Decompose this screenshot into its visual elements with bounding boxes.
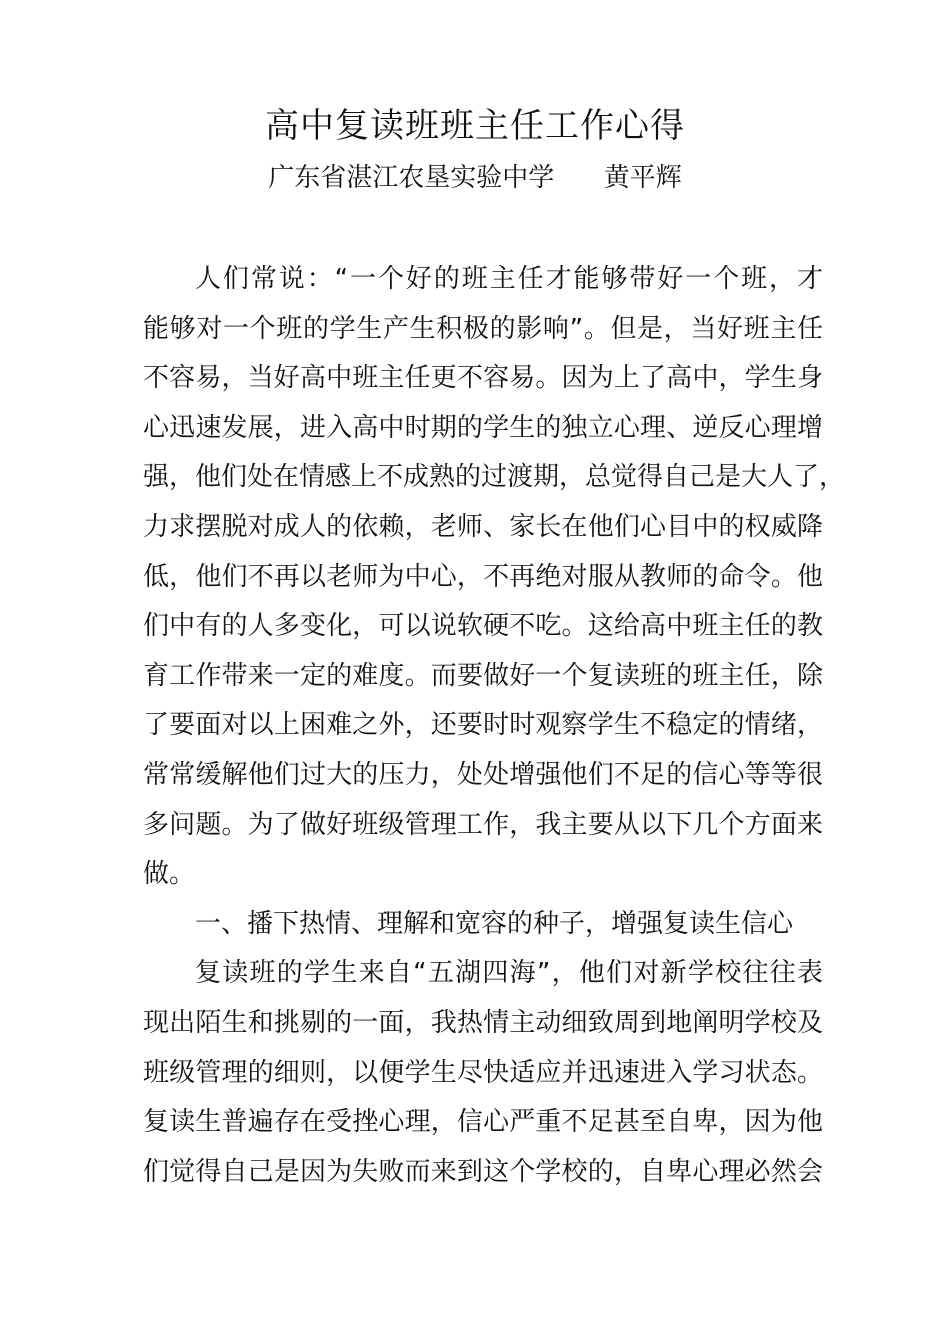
document-title: 高中复读班班主任工作心得: [265, 106, 685, 146]
body-line: 强，他们处在情感上不成熟的过渡期，总觉得自己是大人了，: [143, 462, 846, 493]
body-line: 多问题。为了做好班级管理工作，我主要从以下几个方面来: [143, 809, 823, 840]
body-line: 了要面对以上困难之外，还要时时观察学生不稳定的情绪，: [143, 710, 823, 741]
body-line: 班级管理的细则，以便学生尽快适应并迅速进入学习状态。: [143, 1057, 823, 1088]
body-line: 复读生普遍存在受挫心理，信心严重不足甚至自卑，因为他: [143, 1107, 823, 1138]
author-byline: 广东省湛江农垦实验中学 黄平辉: [268, 163, 682, 193]
body-line: 力求摆脱对成人的依赖，老师、家长在他们心目中的权威降: [143, 511, 823, 542]
body-line: 人们常说：“一个好的班主任才能够带好一个班，才: [195, 264, 823, 294]
section-heading: 一、播下热情、理解和宽容的种子，增强复读生信心: [195, 908, 794, 939]
body-line: 现出陌生和挑剔的一面，我热情主动细致周到地阐明学校及: [143, 1007, 823, 1038]
body-line: 做。: [143, 859, 196, 890]
document-body: [143, 255, 846, 1197]
body-line: 不容易，当好高中班主任更不容易。因为上了高中，学生身: [143, 363, 823, 394]
body-line: 复读班的学生来自“五湖四海”，他们对新学校往往表: [195, 958, 823, 989]
body-line: 们中有的人多变化，可以说软硬不吃。这给高中班主任的教: [143, 611, 823, 642]
body-line: 低，他们不再以老师为中心，不再绝对服从教师的命令。他: [143, 561, 823, 592]
body-line: 育工作带来一定的难度。而要做好一个复读班的班主任，除: [143, 660, 823, 691]
body-line: 常常缓解他们过大的压力，处处增强他们不足的信心等等很: [143, 759, 823, 790]
body-line: 能够对一个班的学生产生积极的影响”。但是，当好班主任: [143, 313, 823, 344]
body-line: 们觉得自己是因为失败而来到这个学校的，自卑心理必然会: [143, 1156, 823, 1187]
body-line: 心迅速发展，进入高中时期的学生的独立心理、逆反心理增: [143, 412, 823, 443]
